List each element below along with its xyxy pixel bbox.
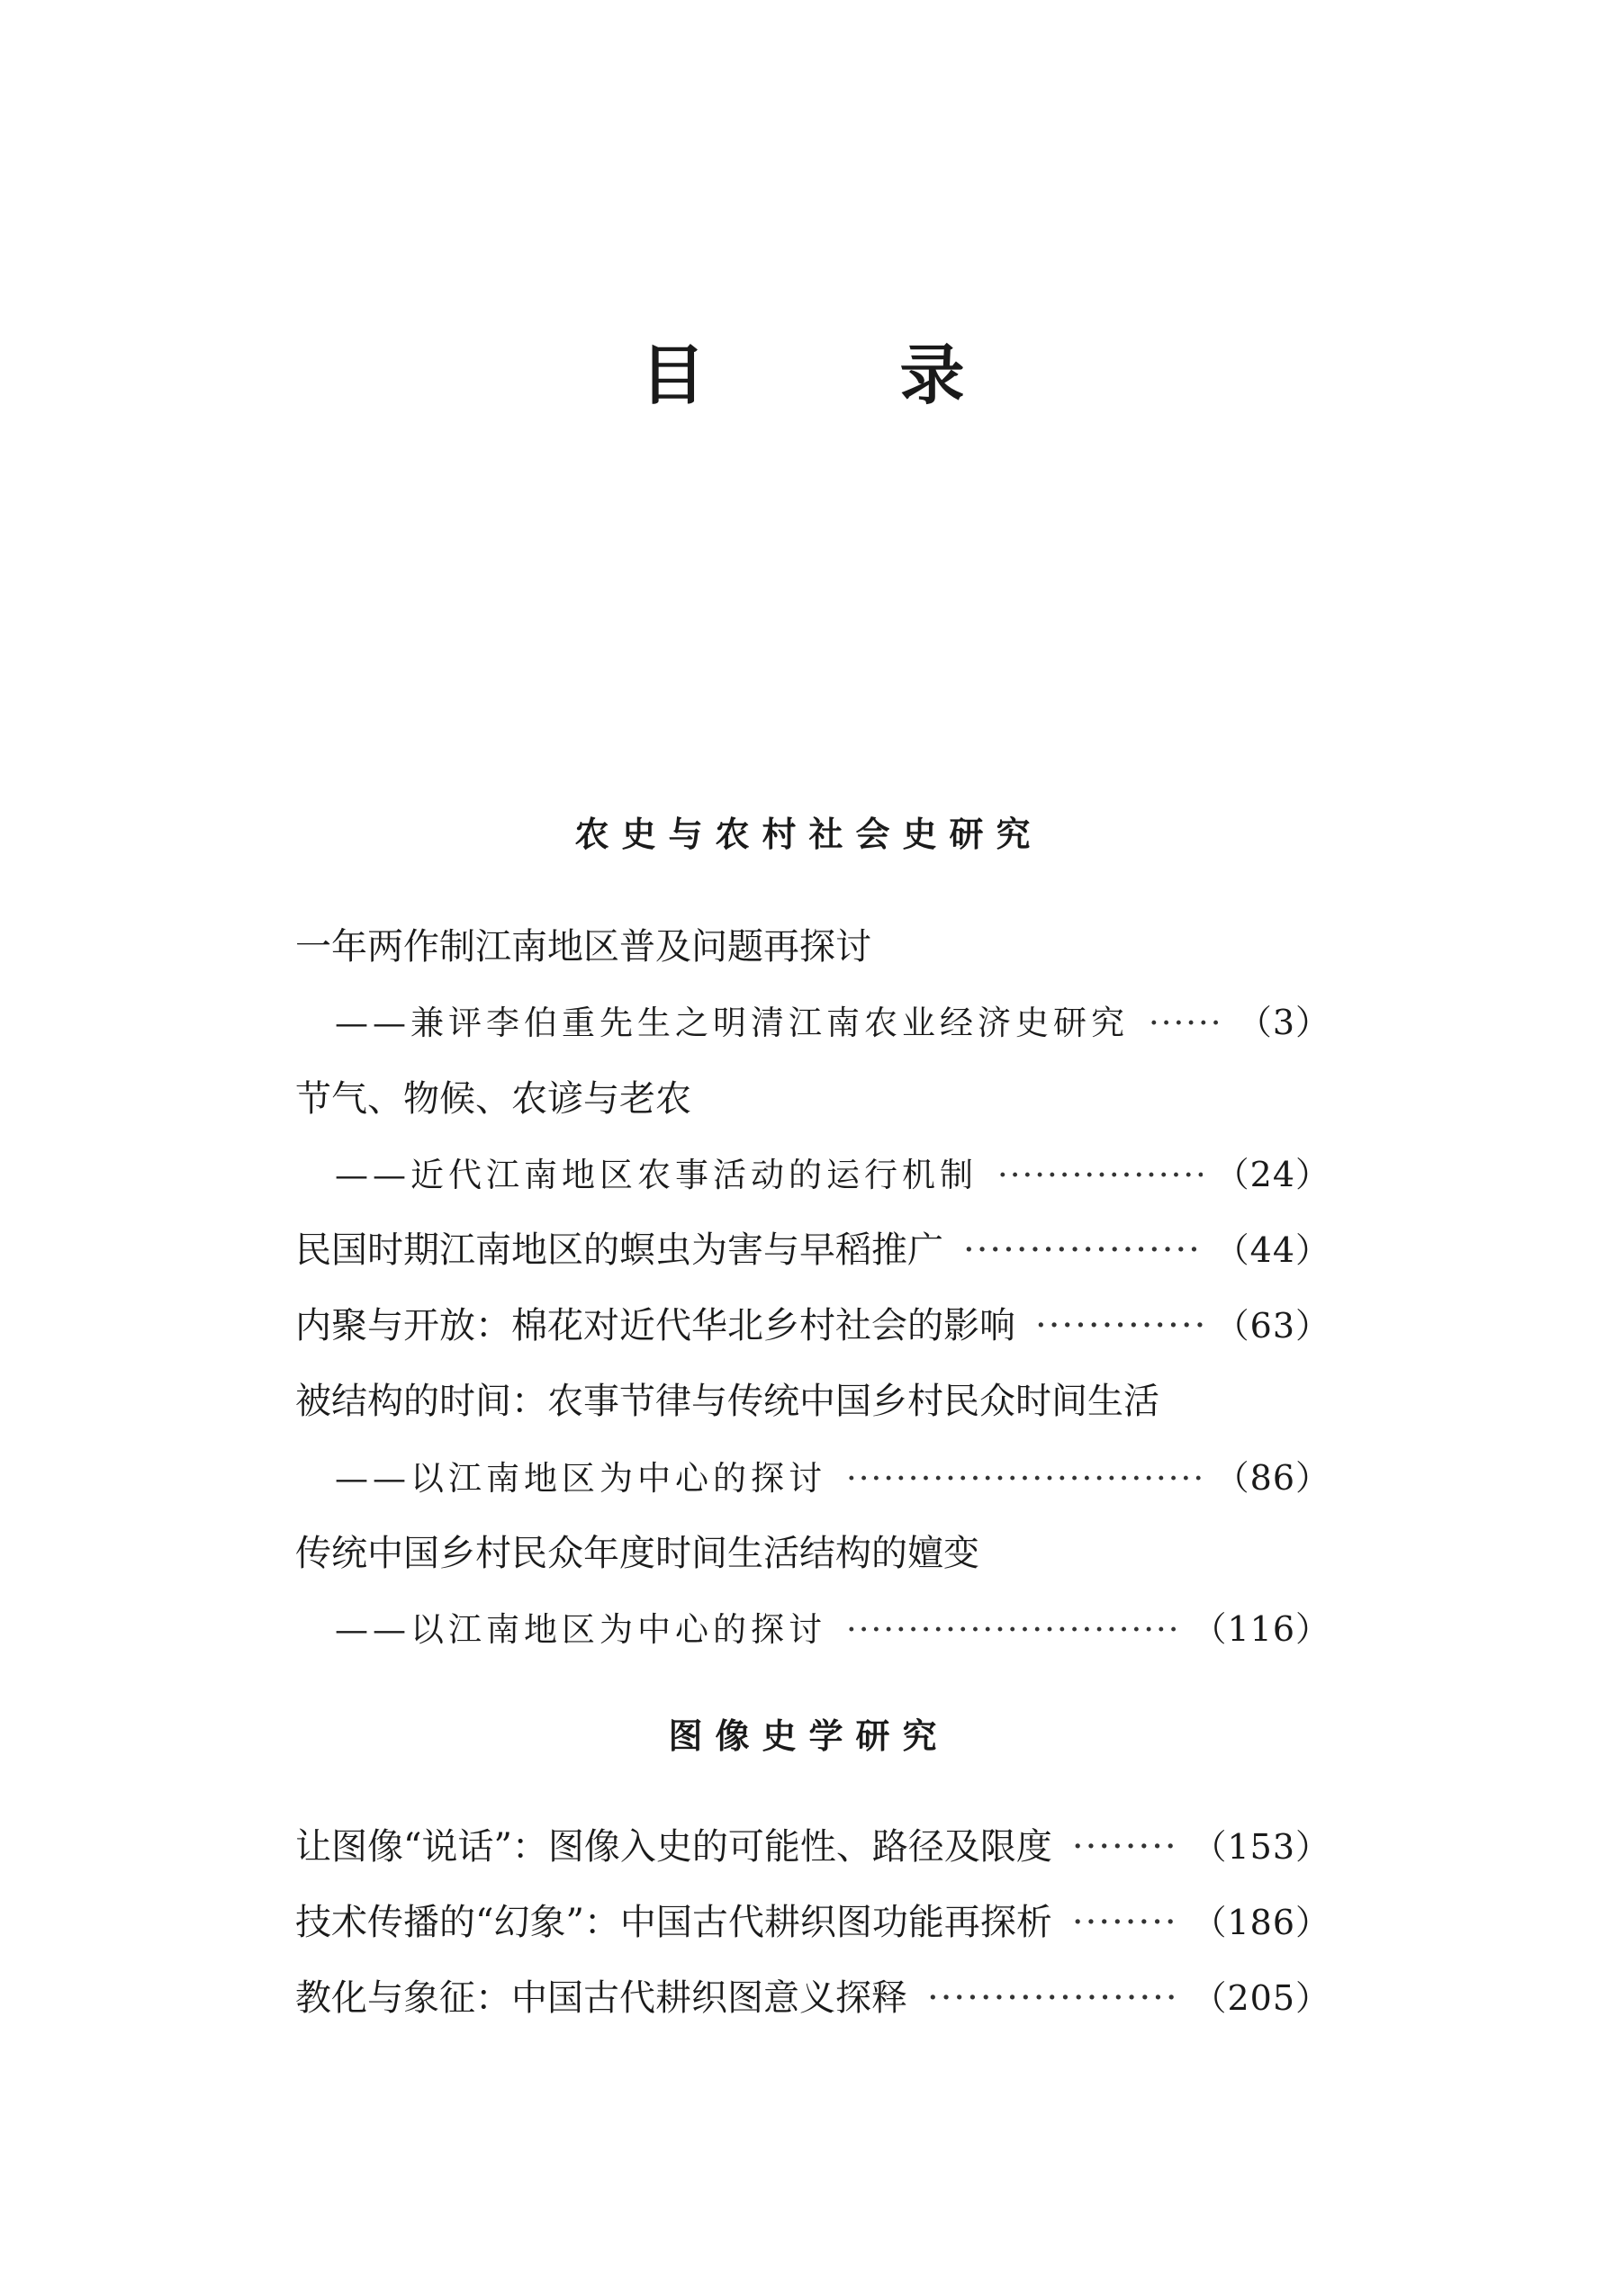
entry-title: 让图像“说话”：图像入史的可能性、路径及限度 bbox=[295, 1826, 1052, 1868]
dot-leader bbox=[927, 1973, 1179, 2023]
dot-leader bbox=[1149, 998, 1225, 1049]
dot-leader bbox=[846, 1454, 1203, 1504]
entry-title: ——以江南地区为中心的探讨 bbox=[335, 1610, 826, 1649]
entry-title: 民国时期江南地区的螟虫为害与早稻推广 bbox=[295, 1229, 943, 1271]
entry-title: 内聚与开放：棉花对近代华北乡村社会的影响 bbox=[295, 1305, 1015, 1346]
entry-title: ——以江南地区为中心的探讨 bbox=[335, 1459, 826, 1498]
entry-title: 教化与象征：中国古代耕织图意义探释 bbox=[295, 1977, 907, 2019]
dot-leader bbox=[997, 1150, 1203, 1201]
toc-entry bbox=[295, 1376, 1330, 1427]
page-number: （24） bbox=[1214, 1155, 1330, 1194]
toc-entry bbox=[335, 1604, 1330, 1655]
entry-title: 技术传播的“幻象”：中国古代耕织图功能再探析 bbox=[295, 1902, 1052, 1943]
page-number: （153） bbox=[1192, 1827, 1330, 1867]
page-number: （86） bbox=[1214, 1458, 1330, 1498]
toc-entry bbox=[335, 1453, 1330, 1504]
dot-leader bbox=[963, 1225, 1203, 1275]
entry-title: 一年两作制江南地区普及问题再探讨 bbox=[295, 926, 871, 968]
dot-leader bbox=[1035, 1301, 1203, 1351]
dot-leader bbox=[1072, 1897, 1180, 1948]
page-number: （63） bbox=[1214, 1306, 1330, 1346]
section-heading-agri-history: 农史与农村社会史研究 bbox=[574, 814, 1043, 854]
toc-entry bbox=[295, 1897, 1330, 1948]
entry-title: 节气、物候、农谚与老农 bbox=[295, 1078, 691, 1120]
page-title: 目 录 bbox=[640, 337, 1030, 413]
section-heading-image-history: 图像史学研究 bbox=[668, 1715, 950, 1756]
dot-leader bbox=[846, 1605, 1179, 1655]
page-number: （116） bbox=[1192, 1609, 1330, 1649]
entry-title: ——近代江南地区农事活动的运行机制 bbox=[335, 1156, 978, 1194]
page-number: （3） bbox=[1237, 1003, 1330, 1042]
entry-title: 被结构的时间：农事节律与传统中国乡村民众时间生活 bbox=[295, 1381, 1159, 1422]
toc-entry bbox=[295, 922, 1330, 972]
dot-leader bbox=[1072, 1822, 1180, 1872]
toc-entry bbox=[295, 1973, 1330, 2023]
page-number: （205） bbox=[1192, 1978, 1330, 2018]
toc-entry bbox=[295, 1822, 1330, 1872]
toc-entry bbox=[295, 1528, 1330, 1579]
entry-title: ——兼评李伯重先生之明清江南农业经济史研究 bbox=[335, 1004, 1129, 1042]
entry-title: 传统中国乡村民众年度时间生活结构的嬗变 bbox=[295, 1533, 979, 1574]
page-number: （44） bbox=[1214, 1230, 1330, 1270]
toc-entry bbox=[295, 1301, 1330, 1351]
toc-entry bbox=[335, 997, 1330, 1049]
toc-entry bbox=[335, 1149, 1330, 1201]
toc-entry bbox=[295, 1225, 1330, 1275]
page-number: （186） bbox=[1192, 1903, 1330, 1942]
toc-entry bbox=[295, 1074, 1330, 1124]
